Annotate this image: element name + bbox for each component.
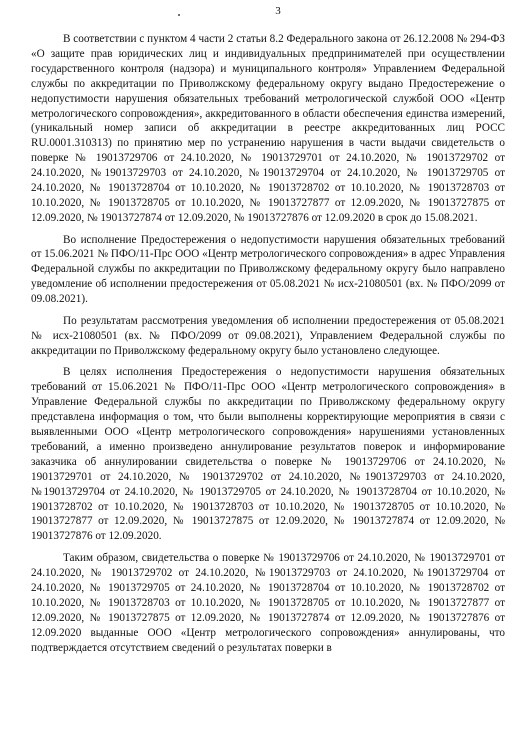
paragraph-1: В соответствии с пунктом 4 части 2 статьи 8.2 Федерального закона от 26.12.2008 № 294-ФЗ «О защите прав юридических лиц и индивидуальных предпринимателей при осуществлении государственного контроля (надзора) и муниципального контроля» Управлением Федеральной службы по аккредитации по Приволжскому федеральному округу выдано Предостережение о недопустимости нарушения обязательных требований метрологической службой ООО «Центр метрологического сопровождения», аккредитованного в области обеспечения единства измерений, (уникальный номер записи об аккредитации в реестре аккредитованных лиц РОСС RU.0001.310313) по принятию мер по устранению нарушения в части выдачи свидетельств о поверке № 19013729706 от 24.10.2020, № 19013729701 от 24.10.2020, № 19013729702 от 24.10.2020, №19013729703 от 24.10.2020, №19013729704 от 24.10.2020, № 19013729705 от 24.10.2020, № 19013728704 от 10.10.2020, № 19013728702 от 10.10.2020, № 19013728703 от 10.10.2020, № 19013728705 от 10.10.2020, № 19013727877 от 12.09.2020, № 19013727875 от 12.09.2020, № 19013727874 от 12.09.2020, № 19013727876 от 12.09.2020 в срок до 15.08.2021. <box>31 33 505 224</box>
page-number-text: 3 <box>275 5 281 17</box>
page-number <box>31 4 505 18</box>
paragraph-2: Во исполнение Предостережения о недопустимости нарушения обязательных требований от 15.06.2021 № ПФО/11-Прс ООО «Центр метрологического сопровождения» в адрес Управления Федеральной службы по аккредитации по Приволжскому федеральному округу было направлено уведомление об исполнении предостережения от 05.08.2021 № исх-21080501 (вх. № ПФО/2099 от 09.08.2021). <box>31 233 505 306</box>
paragraph-4: В целях исполнения Предостережения о недопустимости нарушения обязательных требований от 15.06.2021 № ПФО/11-Прс ООО «Центр метрологического сопровождения» в Управление Федеральной службы по аккредитации по Приволжскому федеральному округу представлена информация о том, что были выполнены корректирующие мероприятия в связи с выявленными ООО «Центр метрологического сопровождения» нарушениями установленных требований, а именно произведено аннулирование результатов поверок и информирование заказчика об аннулировании свидетельства о поверке № 19013729706 от 24.10.2020, № 19013729701 от 24.10.2020, № 19013729702 от 24.10.2020, №19013729703 от 24.10.2020, №19013729704 от 24.10.2020, № 19013729705 от 24.10.2020, № 19013728704 от 10.10.2020, № 19013728702 от 10.10.2020, № 19013728703 от 10.10.2020, № 19013728705 от 10.10.2020, № 19013727877 от 12.09.2020, № 19013727875 от 12.09.2020, № 19013727874 от 12.09.2020, № 19013727876 от 12.09.2020. <box>31 366 505 543</box>
scan-speck <box>178 14 180 16</box>
paragraph-5: Таким образом, свидетельства о поверке № 19013729706 от 24.10.2020, № 19013729701 от 24.10.2020, № 19013729702 от 24.10.2020, №19013729703 от 24.10.2020, №19013729704 от 24.10.2020, № 19013729705 от 24.10.2020, № 19013728704 от 10.10.2020, № 19013728702 от 10.10.2020, № 19013728703 от 10.10.2020, № 19013728705 от 10.10.2020, № 19013727877 от 12.09.2020, № 19013727875 от 12.09.2020, № 19013727874 от 12.09.2020, № 19013727876 от 12.09.2020 выданные ООО «Центр метрологического сопровождения» аннулированы, что подтверждается отсутствием сведений о результатах поверки в <box>31 552 505 654</box>
paragraph-3: По результатам рассмотрения уведомления об исполнении предостережения от 05.08.2021 № исх-21080501 (вх. № ПФО/2099 от 09.08.2021), Управлением Федеральной службы по аккредитации по Приволжскому федеральному округу было установлено следующее. <box>31 314 505 357</box>
